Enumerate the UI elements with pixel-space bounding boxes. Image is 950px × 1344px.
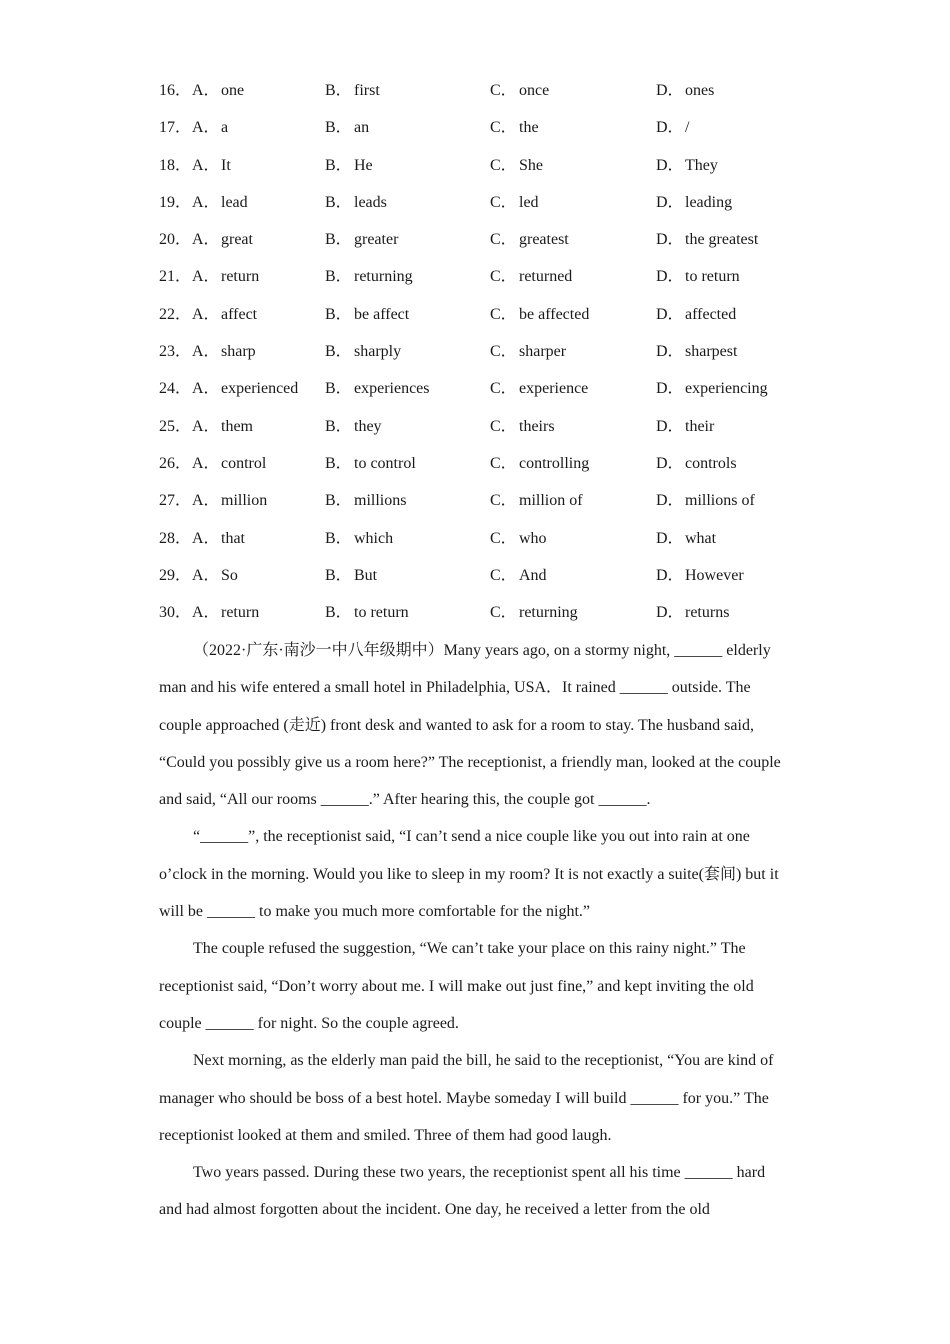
option-letter: D． (656, 529, 684, 547)
option-letter: A． (192, 566, 220, 584)
option-letter: D． (656, 305, 684, 323)
option-b (325, 557, 377, 594)
option-text: that (221, 529, 245, 547)
option-text: million (221, 492, 268, 510)
option-b (325, 258, 413, 295)
option-a (192, 408, 253, 445)
option-text: sharply (354, 343, 402, 361)
option-letter: B． (325, 454, 352, 472)
option-a (192, 221, 253, 258)
answer-options-list (159, 72, 799, 631)
option-b (325, 482, 406, 519)
question-number: 27． (159, 492, 192, 510)
option-letter: C． (490, 454, 517, 472)
option-text: returned (519, 268, 573, 286)
option-letter: A． (192, 604, 220, 622)
option-text: which (354, 529, 394, 547)
option-d (656, 594, 729, 631)
option-letter: C． (490, 566, 517, 584)
option-b (325, 370, 430, 407)
option-d (656, 445, 737, 482)
option-b (325, 594, 409, 631)
question-row (159, 370, 799, 407)
option-letter: B． (325, 604, 352, 622)
option-letter: C． (490, 119, 517, 137)
option-letter: C． (490, 156, 517, 174)
option-text: He (354, 156, 373, 174)
option-letter: B． (325, 492, 352, 510)
option-d (656, 258, 740, 295)
option-c (490, 482, 583, 519)
option-letter: B． (325, 529, 352, 547)
option-letter: A． (192, 82, 220, 99)
option-text: controls (685, 454, 737, 472)
option-text: leading (685, 193, 733, 211)
question-row (159, 445, 799, 482)
option-letter: C． (490, 343, 517, 361)
option-a (192, 258, 259, 295)
option-c (490, 184, 539, 221)
option-text: returns (685, 604, 730, 622)
question-number: 29． (159, 566, 192, 584)
option-c (490, 408, 555, 445)
option-text: / (685, 119, 690, 137)
option-letter: D． (656, 566, 684, 584)
option-letter: C． (490, 268, 517, 286)
option-letter: C． (490, 193, 517, 211)
option-text: to return (685, 268, 740, 286)
option-text: who (519, 529, 547, 547)
passage-paragraph-3: The couple refused the suggestion, “We can’t take your place on this rainy night.” The receptionist said, “Don’t worry about me. I will make out just fine,” and kept inviting the old couple ______ for night. So the couple agreed. (159, 940, 754, 1032)
option-letter: D． (656, 119, 684, 137)
option-letter: A． (192, 156, 220, 174)
question-row (159, 109, 799, 146)
option-text: the (519, 119, 539, 137)
option-text: theirs (519, 417, 555, 435)
option-letter: B． (325, 343, 352, 361)
question-number: 22． (159, 305, 192, 323)
option-text: But (354, 566, 378, 584)
option-b (325, 445, 416, 482)
option-c (490, 221, 569, 258)
option-c (490, 147, 543, 184)
option-letter: D． (656, 343, 684, 361)
option-a (192, 557, 238, 594)
option-text: control (221, 454, 267, 472)
option-c (490, 445, 589, 482)
option-d (656, 184, 732, 221)
option-letter: A． (192, 343, 220, 361)
option-b (325, 333, 401, 370)
option-letter: B． (325, 417, 352, 435)
option-text: She (519, 156, 543, 174)
option-letter: D． (656, 193, 684, 211)
option-letter: D． (656, 268, 684, 286)
question-number: 19． (159, 193, 192, 211)
option-letter: D． (656, 231, 684, 249)
passage-paragraph-5: Two years passed. During these two years, the receptionist spent all his time ______ hard and had almost forgotten about the incident. One day, he received a letter from the old (159, 1164, 766, 1219)
option-letter: A． (192, 305, 220, 323)
option-letter: C． (490, 231, 517, 249)
question-number: 20． (159, 231, 192, 249)
option-text: And (519, 566, 547, 584)
option-letter: A． (192, 492, 220, 510)
option-letter: A． (192, 529, 220, 547)
option-d (656, 333, 737, 370)
question-number: 23． (159, 343, 192, 361)
option-text: returning (519, 604, 578, 622)
option-text: a (221, 119, 229, 137)
option-letter: A． (192, 268, 220, 286)
option-text: million of (519, 492, 583, 510)
option-d (656, 520, 716, 557)
option-text: one (221, 82, 245, 99)
option-text: what (685, 529, 717, 547)
option-a (192, 482, 267, 519)
option-letter: C． (490, 492, 517, 510)
option-text: their (685, 417, 715, 435)
option-b (325, 296, 409, 333)
option-text: first (354, 82, 380, 99)
question-row (159, 258, 799, 295)
option-letter: A． (192, 119, 220, 137)
option-text: millions (354, 492, 407, 510)
option-text: It (221, 156, 231, 174)
option-letter: A． (192, 380, 220, 398)
question-row (159, 333, 799, 370)
question-number: 30． (159, 604, 192, 622)
option-b (325, 520, 393, 557)
option-letter: B． (325, 119, 352, 137)
option-letter: B． (325, 82, 352, 99)
option-text: once (519, 82, 550, 99)
cloze-passage (159, 632, 791, 1229)
option-d (656, 482, 755, 519)
option-text: sharpest (685, 343, 738, 361)
option-letter: B． (325, 156, 352, 174)
option-letter: B． (325, 305, 352, 323)
option-letter: D． (656, 82, 684, 99)
option-d (656, 109, 689, 146)
question-row (159, 221, 799, 258)
option-letter: C． (490, 82, 517, 99)
option-a (192, 147, 231, 184)
option-c (490, 258, 572, 295)
option-c (490, 72, 549, 109)
option-d (656, 221, 758, 258)
question-number: 24． (159, 380, 192, 398)
option-text: However (685, 566, 744, 584)
question-row (159, 557, 799, 594)
option-c (490, 520, 547, 557)
passage-paragraph-1: （2022·广东·南沙一中八年级期中）Many years ago, on a stormy night, ______ elderly man and his wife entered a small hotel in Philadelphia, USA．It rained ______ outside. The couple approached (走近) front desk and wanted to ask for a room to stay. The husband said, “Could you possibly give us a room here?” The receptionist, a friendly man, looked at the couple and said, “All our rooms ______.” After hearing this, the couple got ______. (159, 642, 781, 809)
option-c (490, 594, 578, 631)
option-d (656, 408, 714, 445)
option-a (192, 296, 257, 333)
option-b (325, 408, 382, 445)
question-number: 16． (159, 82, 192, 99)
option-text: leads (354, 193, 387, 211)
option-text: affect (221, 305, 258, 323)
option-text: experiencing (685, 380, 768, 398)
question-row (159, 482, 799, 519)
option-letter: C． (490, 305, 517, 323)
question-row (159, 147, 799, 184)
option-a (192, 370, 298, 407)
option-b (325, 147, 373, 184)
question-row (159, 594, 799, 631)
option-c (490, 370, 588, 407)
option-text: be affected (519, 305, 590, 323)
option-letter: C． (490, 604, 517, 622)
option-text: they (354, 417, 382, 435)
question-number: 26． (159, 454, 192, 472)
option-d (656, 72, 714, 109)
option-a (192, 72, 244, 109)
option-text: experiences (354, 380, 430, 398)
option-d (656, 296, 736, 333)
option-letter: D． (656, 604, 684, 622)
option-text: to return (354, 604, 409, 622)
option-a (192, 109, 228, 146)
option-letter: C． (490, 417, 517, 435)
question-number: 21． (159, 268, 192, 286)
option-text: an (354, 119, 370, 137)
option-a (192, 333, 256, 370)
passage-paragraph-2: “______”, the receptionist said, “I can’t send a nice couple like you out into rain at one o’clock in the morning. Would you like to sleep in my room? It is not exactly a suite(套间) but it will be ______ to make you much more comfortable for the night.” (159, 828, 779, 921)
question-number: 18． (159, 156, 192, 174)
option-c (490, 109, 539, 146)
option-text: return (221, 268, 260, 286)
option-a (192, 520, 245, 557)
option-a (192, 594, 259, 631)
option-letter: D． (656, 492, 684, 510)
option-letter: A． (192, 417, 220, 435)
question-row (159, 296, 799, 333)
passage-paragraph-4: Next morning, as the elderly man paid the bill, he said to the receptionist, “You are kind of manager who should be boss of a best hotel. Maybe someday I will build ______ for you.” The receptionist looked at them and smiled. Three of them had good laugh. (159, 1052, 774, 1144)
option-letter: C． (490, 380, 517, 398)
option-text: to control (354, 454, 416, 472)
question-number: 28． (159, 529, 192, 547)
option-text: returning (354, 268, 413, 286)
question-number: 17． (159, 119, 192, 137)
option-letter: D． (656, 156, 684, 174)
option-letter: B． (325, 193, 352, 211)
option-text: them (221, 417, 253, 435)
option-text: So (221, 566, 238, 584)
option-text: greater (354, 231, 399, 249)
option-text: millions of (685, 492, 755, 510)
option-text: greatest (519, 231, 569, 249)
option-d (656, 557, 744, 594)
option-letter: A． (192, 454, 220, 472)
option-text: sharper (519, 343, 567, 361)
question-row (159, 408, 799, 445)
option-text: experienced (221, 380, 299, 398)
option-text: They (685, 156, 718, 174)
option-text: be affect (354, 305, 410, 323)
option-text: sharp (221, 343, 256, 361)
question-row (159, 184, 799, 221)
option-letter: A． (192, 231, 220, 249)
option-letter: B． (325, 566, 352, 584)
option-c (490, 333, 566, 370)
option-letter: A． (192, 193, 220, 211)
option-letter: D． (656, 380, 684, 398)
option-letter: B． (325, 231, 352, 249)
option-text: great (221, 231, 253, 249)
option-c (490, 296, 589, 333)
option-text: led (519, 193, 539, 211)
question-row (159, 520, 799, 557)
option-a (192, 184, 248, 221)
option-letter: D． (656, 417, 684, 435)
option-text: ones (685, 82, 715, 99)
option-a (192, 445, 266, 482)
option-text: experience (519, 380, 589, 398)
option-b (325, 221, 398, 258)
option-text: the greatest (685, 231, 759, 249)
option-d (656, 370, 768, 407)
option-c (490, 557, 547, 594)
option-letter: C． (490, 529, 517, 547)
option-b (325, 72, 380, 109)
option-text: lead (221, 193, 248, 211)
option-d (656, 147, 718, 184)
option-letter: B． (325, 268, 352, 286)
option-b (325, 109, 369, 146)
question-number: 25． (159, 417, 192, 435)
option-b (325, 184, 387, 221)
option-letter: D． (656, 454, 684, 472)
option-letter: B． (325, 380, 352, 398)
option-text: controlling (519, 454, 590, 472)
option-text: return (221, 604, 260, 622)
option-text: affected (685, 305, 737, 323)
question-row (159, 72, 799, 109)
